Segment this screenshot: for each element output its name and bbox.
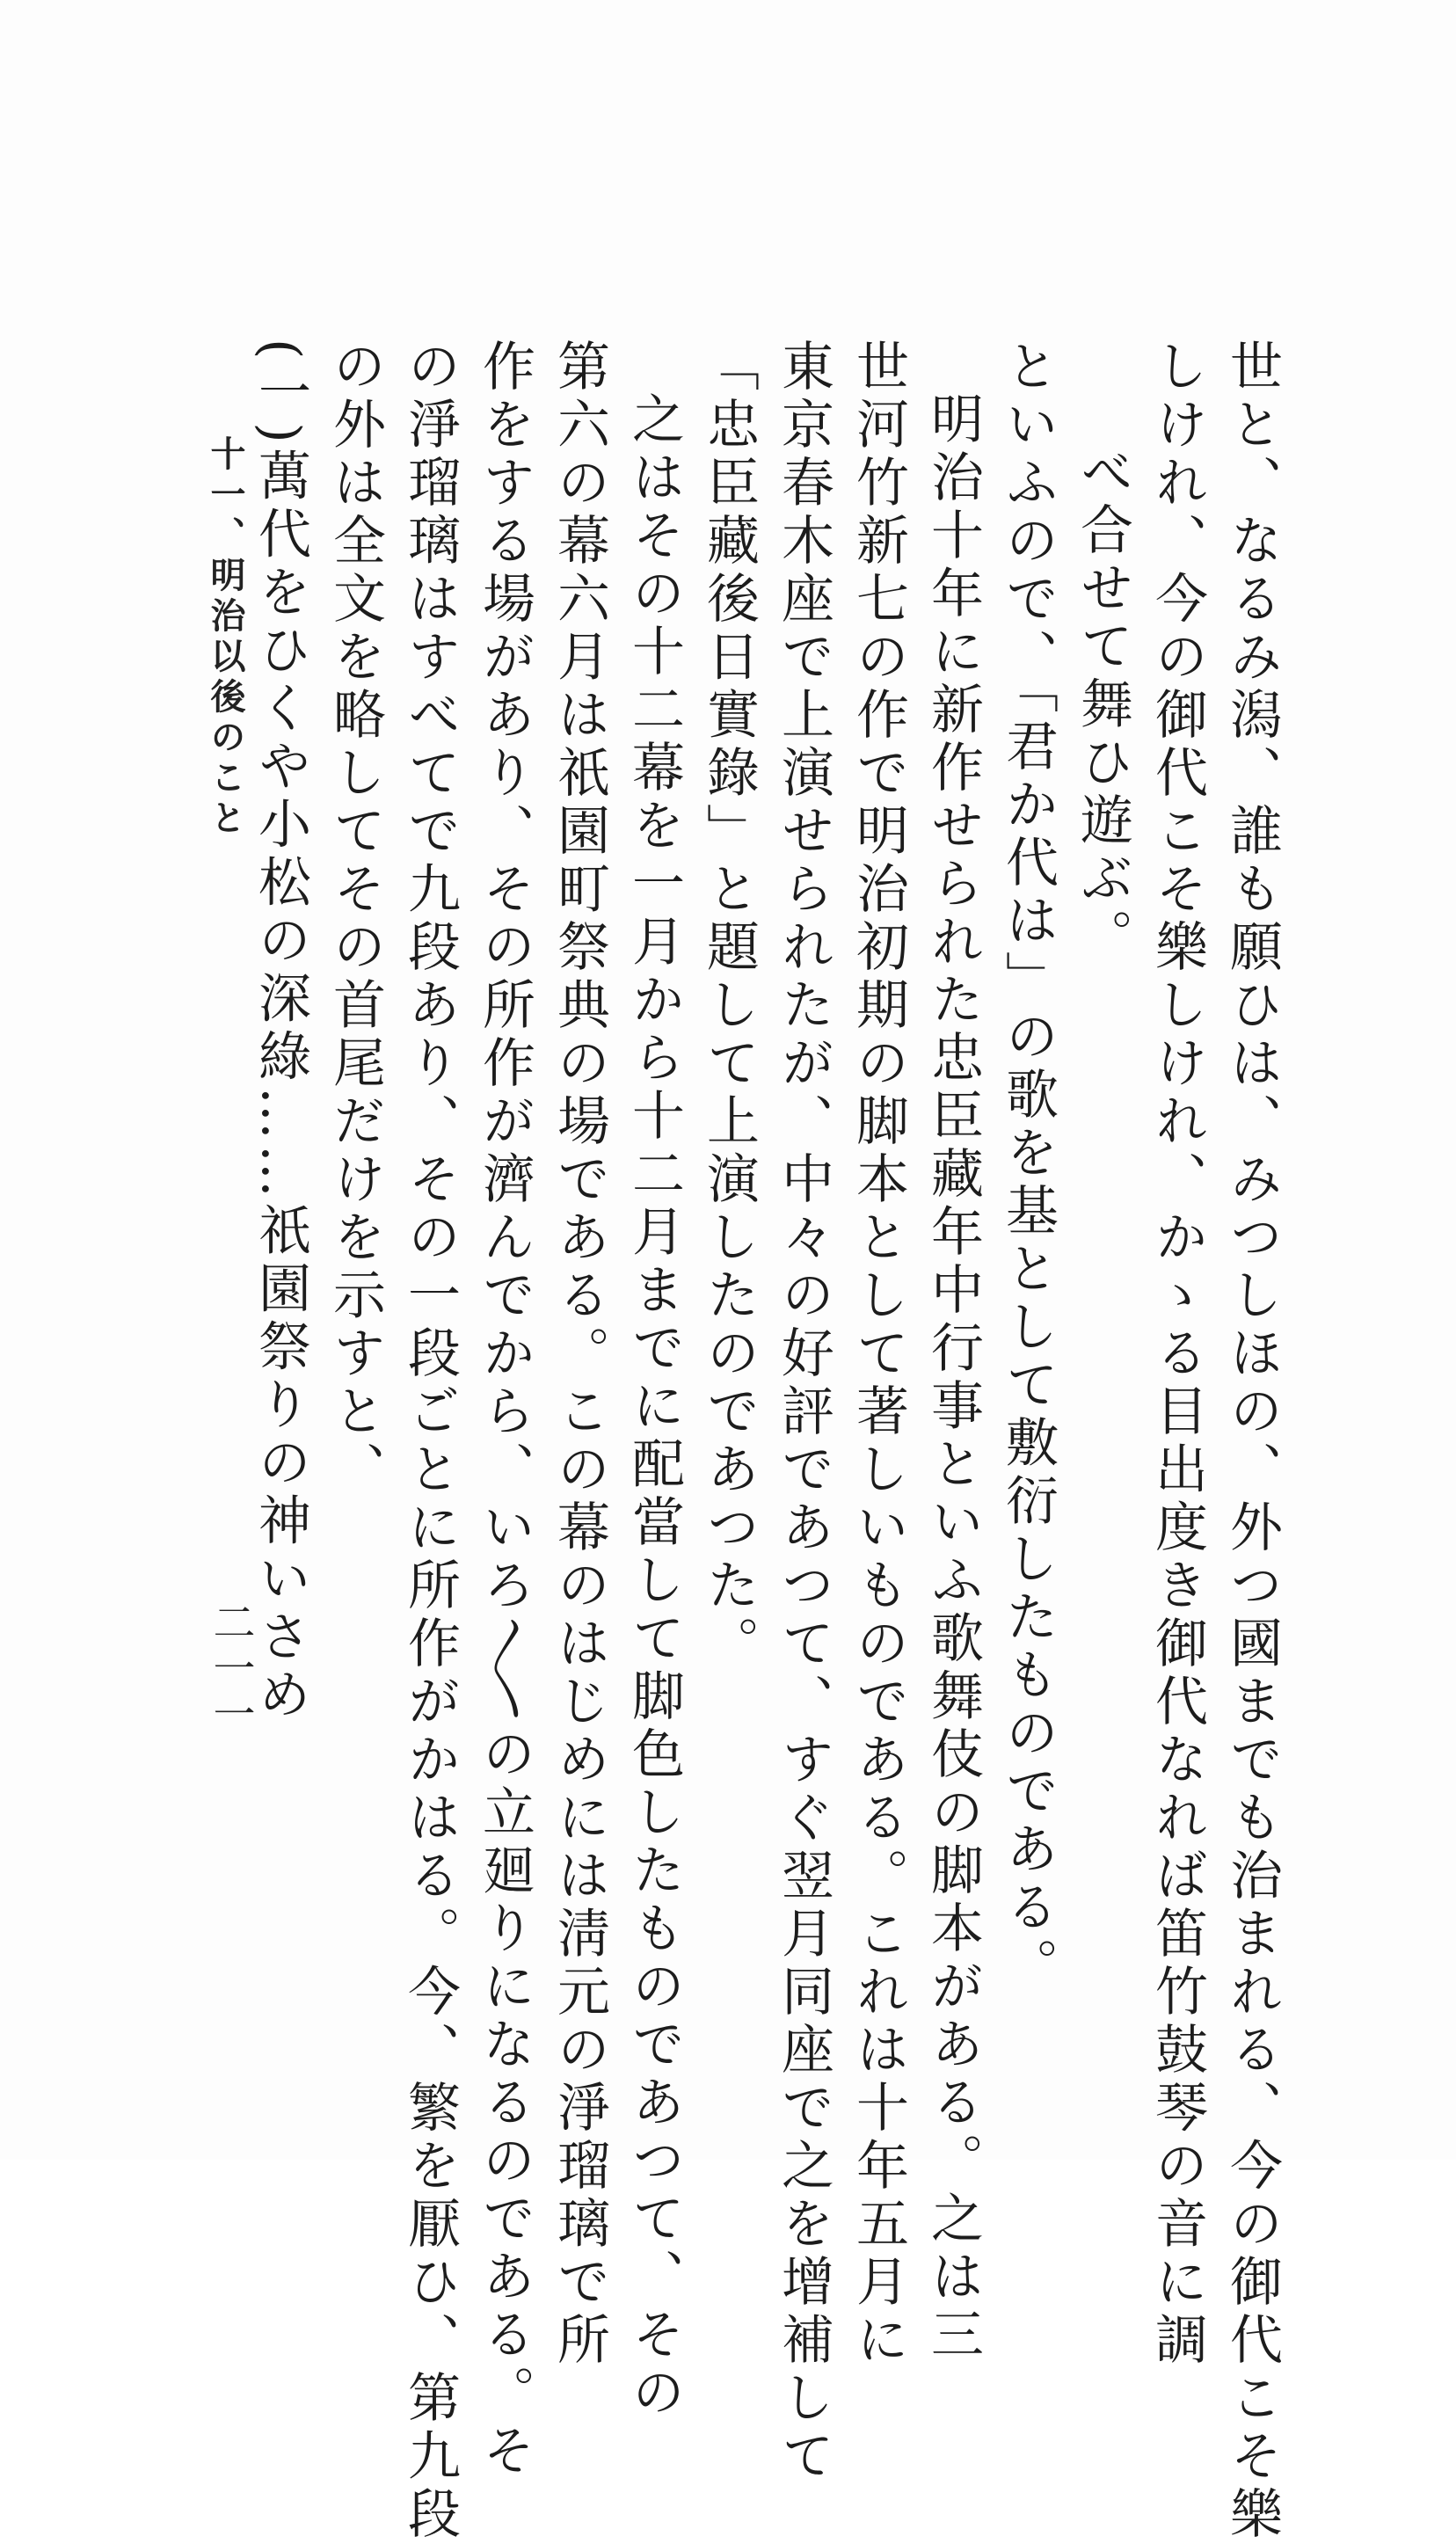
text-line: 作をする場があり、その所作が濟んでから、いろ〳〵の立廻りになるのである。そ xyxy=(474,339,535,2481)
text-line: (一)萬代をひくや小松の深綠……祇園祭りの神いさめ xyxy=(250,339,311,1725)
running-head: 十一、明治以後のこと xyxy=(205,435,246,840)
text-line: 東京春木座で上演せられたが、中々の好評であつて、すぐ翌月同座で之を增補して xyxy=(773,339,834,2486)
main-text xyxy=(243,339,1289,2544)
text-line: しけれ、今の御代こそ樂しけれ、かゝる目出度き御代なれば笛竹鼓琴の音に調 xyxy=(1147,339,1208,2370)
text-line: 「忠臣藏後日實錄」と題して上演したのであつた。 xyxy=(698,339,760,1673)
text-line: の外は全文を略してその首尾だけを示すと、 xyxy=(324,339,386,1499)
text-line: 世と、なるみ潟、誰も願ひは、みつしほの、外つ國までも治まれる、今の御代こそ樂 xyxy=(1221,339,1283,2544)
text-line: 之はその十二幕を一月から十二月までに配當して脚色したものであつて、その xyxy=(623,391,685,2423)
text-line: 第六の幕六月は祇園町祭典の場である。この幕のはじめには淸元の淨瑠璃で所 xyxy=(549,339,610,2370)
text-line: 明治十年に新作せられた忠臣藏年中行事といふ歌舞伎の脚本がある。之は三 xyxy=(922,391,984,2365)
page-number: 二一一 xyxy=(206,1600,255,1738)
text-line: べ合せて舞ひ遊ぶ。 xyxy=(1072,444,1133,966)
text-line: といふので、「君か代は」の歌を基として敷衍したものである。 xyxy=(997,339,1059,1995)
text-line: の淨瑠璃はすべてで九段あり、その一段ごとに所作がかはる。今、繁を厭ひ、第九段 xyxy=(399,339,461,2544)
text-line: 世河竹新七の作で明治初期の脚本として著しいものである。これは十年五月に xyxy=(848,339,909,2370)
